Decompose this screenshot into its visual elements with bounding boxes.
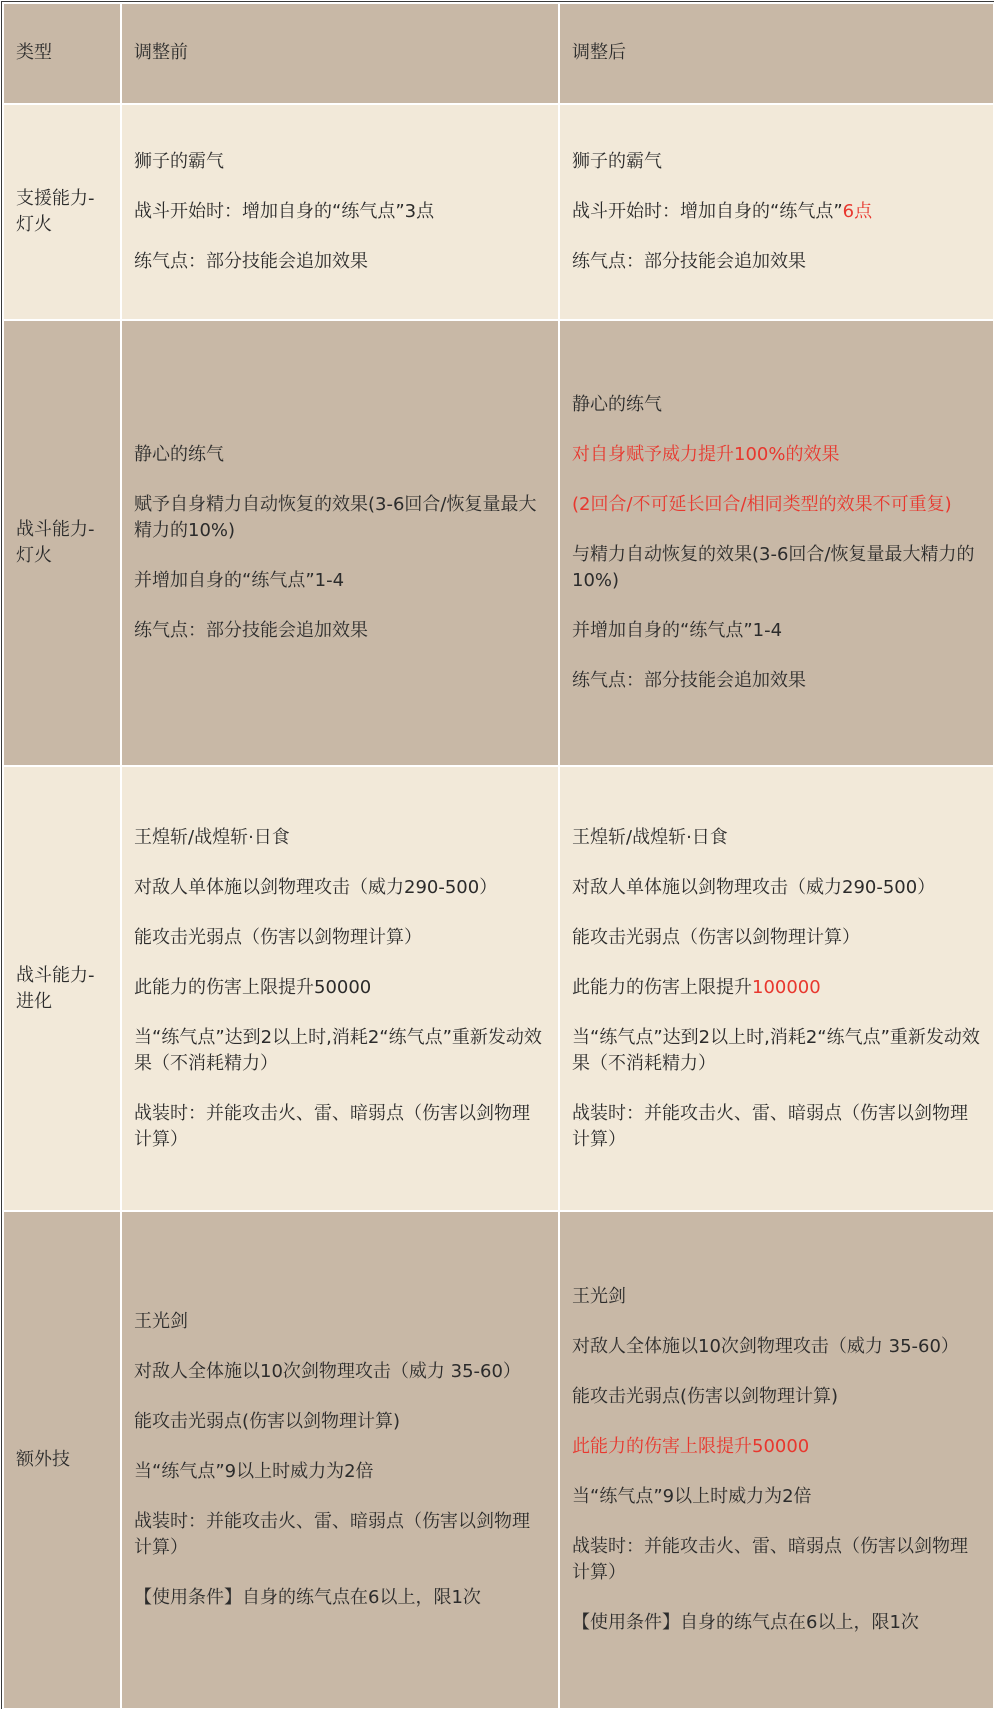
text-line: 此能力的伤害上限提升50000 [134, 976, 372, 998]
text-line [572, 975, 981, 1001]
text-line: 战斗开始时：增加自身的“练气点”3点 [134, 201, 435, 222]
table-row [3, 1211, 994, 1709]
text-line: 【使用条件】自身的练气点在6以上，限1次 [572, 1612, 919, 1633]
table-row [3, 320, 994, 766]
row-type: 支援能力-灯火 [3, 104, 121, 320]
text-line: 战装时：并能攻击火、雷、暗弱点（伤害以剑物理计算） [134, 1102, 530, 1150]
comparison-table [2, 2, 995, 1710]
text-line: 与精力自动恢复的效果(3-6回合/恢复量最大精力的10%) [572, 544, 975, 591]
before-cell [121, 1211, 559, 1709]
after-cell [559, 766, 994, 1211]
text-line: 王光剑 [134, 1311, 188, 1332]
table-header-row [3, 3, 994, 104]
row-type: 战斗能力-灯火 [3, 320, 121, 766]
text-line: 并增加自身的“练气点”1-4 [134, 570, 345, 591]
table-row [3, 104, 994, 320]
text-line: 当“练气点”达到2以上时,消耗2“练气点”重新发动效果（不消耗精力） [572, 1026, 980, 1074]
text-span: 战斗开始时：增加自身的“练气点” [572, 201, 843, 222]
text-line: 练气点：部分技能会追加效果 [572, 670, 806, 691]
changed-line: (2回合/不可延长回合/相同类型的效果不可重复) [572, 494, 952, 515]
text-line: 静心的练气 [572, 394, 662, 415]
row-type: 战斗能力-进化 [3, 766, 121, 1211]
text-line: 对敌人全体施以10次剑物理攻击（威力 35-60） [134, 1361, 521, 1382]
row-type: 额外技 [3, 1211, 121, 1709]
after-cell [559, 104, 994, 320]
changed-value: 6点 [842, 201, 873, 222]
after-cell [559, 320, 994, 766]
table-row [3, 766, 994, 1211]
before-cell [121, 320, 559, 766]
after-cell [559, 1211, 994, 1709]
text-line: 练气点：部分技能会追加效果 [572, 251, 806, 272]
changed-line: 对自身赋予威力提升100%的效果 [572, 444, 840, 465]
text-line: 当“练气点”达到2以上时,消耗2“练气点”重新发动效果（不消耗精力） [134, 1026, 542, 1074]
comparison-table-frame [1, 1, 994, 1709]
text-line: 对敌人单体施以剑物理攻击（威力290-500） [134, 876, 498, 898]
text-line: 战装时：并能攻击火、雷、暗弱点（伤害以剑物理计算） [572, 1102, 968, 1150]
text-line: 对敌人全体施以10次剑物理攻击（威力 35-60） [572, 1336, 959, 1357]
text-line: 狮子的霸气 [572, 151, 662, 172]
text-line: 当“练气点”9以上时威力为2倍 [134, 1461, 374, 1482]
text-line: 赋予自身精力自动恢复的效果(3-6回合/恢复量最大精力的10%) [134, 494, 537, 541]
text-line: 王煌斩/战煌斩·日食 [134, 826, 290, 848]
before-cell [121, 766, 559, 1211]
text-line: 对敌人单体施以剑物理攻击（威力290-500） [572, 876, 936, 898]
text-span: 此能力的伤害上限提升 [572, 976, 752, 998]
text-line: 练气点：部分技能会追加效果 [134, 251, 368, 272]
text-line: 能攻击光弱点（伤害以剑物理计算） [572, 926, 860, 948]
header-type: 类型 [3, 3, 121, 104]
text-line: 能攻击光弱点（伤害以剑物理计算） [134, 926, 422, 948]
text-line: 战装时：并能攻击火、雷、暗弱点（伤害以剑物理计算） [572, 1536, 968, 1583]
text-line: 能攻击光弱点(伤害以剑物理计算) [134, 1411, 401, 1432]
header-before: 调整前 [121, 3, 559, 104]
changed-line: 此能力的伤害上限提升50000 [572, 1436, 810, 1457]
text-line: 能攻击光弱点(伤害以剑物理计算) [572, 1386, 839, 1407]
header-after: 调整后 [559, 3, 994, 104]
text-line: 并增加自身的“练气点”1-4 [572, 620, 783, 641]
text-line: 狮子的霸气 [134, 151, 224, 172]
text-line: 战装时：并能攻击火、雷、暗弱点（伤害以剑物理计算） [134, 1511, 530, 1558]
changed-value: 100000 [752, 976, 821, 998]
text-line: 当“练气点”9以上时威力为2倍 [572, 1486, 812, 1507]
text-line: 【使用条件】自身的练气点在6以上，限1次 [134, 1587, 481, 1608]
text-line: 王煌斩/战煌斩·日食 [572, 826, 728, 848]
text-line: 静心的练气 [134, 444, 224, 465]
text-line: 练气点：部分技能会追加效果 [134, 620, 368, 641]
text-line [572, 199, 981, 225]
before-cell [121, 104, 559, 320]
text-line: 王光剑 [572, 1286, 626, 1307]
